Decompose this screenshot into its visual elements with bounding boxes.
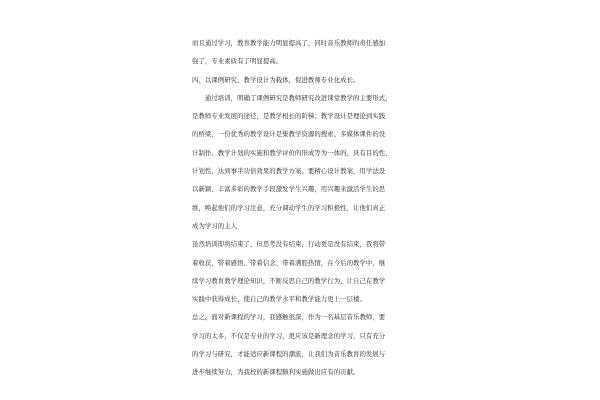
text-line: 强了，专业素质有了明显提高。 [192,57,283,66]
text-line: 总之，面对新课程的学习，我感触很深，作为一名基层音乐教师，要 [192,313,386,322]
text-line: 的桥梁，一份优秀的教学设计是集教学资源的搜索、多媒体课件的设 [192,130,386,139]
section-heading: 四、以课例研究、教学设计为载体，促进教师专业化成长。 [192,75,360,84]
text-line: 通过培训，明确了课例研究是教师研究改进课堂教学的主要形式， [192,93,392,102]
text-line: 的学习与研究，才能适应新课程的潮流，让我们为音乐教育的发展与 [192,350,386,359]
text-line: 着收获、带着感悟、带着信念、带着满腔热情，在今后的教学中，继 [192,258,386,267]
text-line: 实践中获得成长，使自己的教学水平和教学能力更上一层楼。 [192,295,366,304]
text-line: 以新颖、丰富多彩的教学手段激发学生兴趣，用兴趣来激活学生的思 [192,185,386,194]
document-body [192,34,408,382]
text-line: 学习的太多，不仅是专业的学习，更应该是新理念的学习，只有充分 [192,331,386,340]
text-line: 而且通过学习，教育教学能力明显提高了，同时音乐教师的责任感加 [192,39,386,47]
text-line: 进步继续努力，为我校的新课程顺利实施做出应有的贡献。 [192,368,360,377]
text-line: 计划性，达到事半功倍效果的教学方案。要精心设计教案，用学法设 [192,167,386,176]
text-line: 虽然培训即将结束了，但思考没有结束，行动更是没有结束，我将带 [192,240,386,249]
text-line: 计制作、教学计划的实施和教学评价的形成等为一体的，具有目的性、 [192,148,392,157]
text-line: 成为学习的主人 [192,221,238,230]
text-line: 维，唤起他们的学习注意，充分调动学生的学习积极性，让他们真正 [192,203,386,212]
text-line: 续学习教育教学理论知识，不断反思自己的教学行为，让自己在教学 [192,276,386,285]
text-line: 是教师专业发展的途径，是教学相长的阶梯；教学设计是理论到实践 [192,112,386,121]
